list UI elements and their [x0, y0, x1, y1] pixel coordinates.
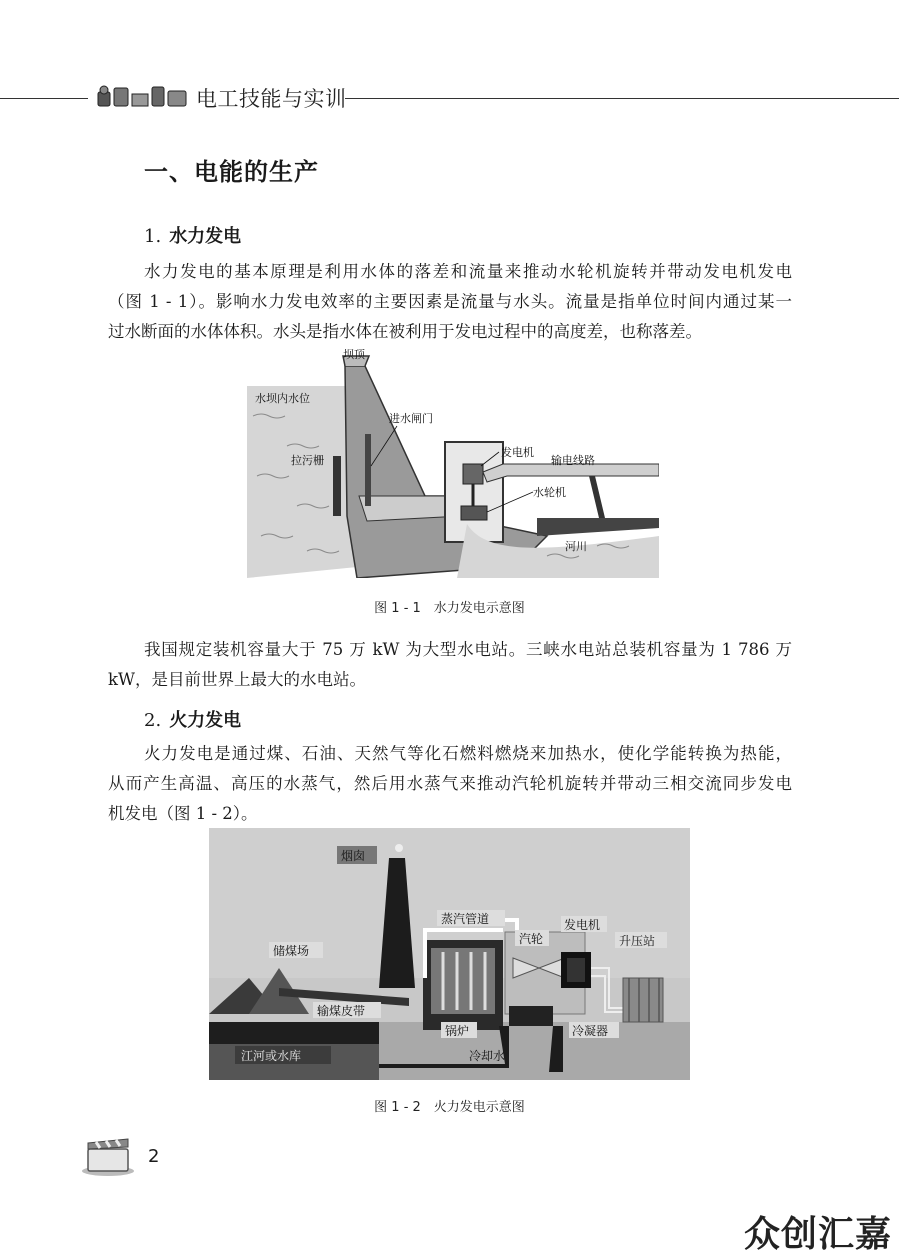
figure-hydro-diagram — [247, 346, 659, 578]
paragraph-line: 火力发电是通过煤、石油、天然气等化石燃料燃烧来加热水，使化学能转换为热能， — [144, 744, 792, 763]
header-rule-left — [0, 98, 88, 99]
paragraph-thermal — [108, 739, 792, 829]
label-generator: 发电机 — [501, 446, 534, 459]
paragraph-line: 过水断面的水体体积。水头是指水体在被利用于发电过程中的高度差，也称落差。 — [108, 322, 702, 341]
label-conveyor: 输煤皮带 — [317, 1004, 366, 1018]
subsection-number: 1. — [144, 226, 162, 247]
label-cooling-water: 冷却水 — [469, 1049, 506, 1063]
subsection-number: 2. — [144, 710, 162, 731]
watermark: 众创汇嘉 — [744, 1214, 893, 1255]
header-rule-right — [345, 98, 899, 99]
subsection-title-hydro — [144, 222, 241, 248]
label-dam-top: 坝顶 — [343, 348, 365, 361]
label-transmission-line: 输电线路 — [551, 454, 595, 467]
paragraph-line: 机发电（图 1 - 2）。 — [108, 804, 258, 823]
label-trash-rack: 拉污栅 — [291, 454, 324, 467]
figure-thermal-diagram — [209, 828, 690, 1080]
label-intake-gate: 进水闸门 — [389, 412, 433, 425]
subsection-title-thermal — [144, 706, 241, 732]
subsection-label: 水力发电 — [169, 226, 242, 247]
page-number: 2 — [148, 1146, 160, 1167]
paragraph-line: 水力发电的基本原理是利用水体的落差和流量来推动水轮机旋转并带动发电机发电 — [144, 262, 792, 281]
label-generator: 发电机 — [564, 918, 601, 932]
label-river: 河川 — [565, 540, 587, 553]
label-turbine: 水轮机 — [533, 486, 566, 499]
paragraph-line: （图 1 - 1）。影响水力发电效率的主要因素是流量与水头。流量是指单位时间内通过某一 — [108, 292, 792, 311]
clapperboard-icon — [80, 1135, 136, 1177]
header-title: 电工技能与实训 — [196, 87, 347, 111]
paragraph-hydro — [108, 257, 792, 347]
label-water-level: 水坝内水位 — [255, 392, 310, 405]
section-title: 一、电能的生产 — [144, 157, 319, 186]
label-boiler: 锅炉 — [445, 1024, 470, 1038]
figure1-caption: 图 1 - 1 水力发电示意图 — [374, 601, 525, 616]
paragraph-line: kW，是目前世界上最大的水电站。 — [108, 670, 366, 689]
subsection-label: 火力发电 — [169, 710, 242, 731]
label-river-reservoir: 江河或水库 — [241, 1049, 302, 1063]
label-coal-yard: 储煤场 — [273, 944, 310, 958]
header-decoration-icon — [96, 84, 190, 110]
paragraph-capacity — [108, 635, 792, 695]
paragraph-line: 从而产生高温、高压的水蒸气，然后用水蒸气来推动汽轮机旋转并带动三相交流同步发电 — [108, 774, 792, 793]
label-steam-turbine: 汽轮 — [519, 932, 544, 946]
label-steam-pipe: 蒸汽管道 — [441, 912, 490, 926]
paragraph-line: 我国规定装机容量大于 75 万 kW 为大型水电站。三峡水电站总装机容量为 1 786 万 — [144, 640, 792, 659]
label-chimney: 烟囱 — [341, 849, 366, 863]
label-substation: 升压站 — [619, 934, 656, 948]
label-condenser: 冷凝器 — [572, 1024, 609, 1038]
figure2-caption: 图 1 - 2 火力发电示意图 — [374, 1100, 525, 1115]
